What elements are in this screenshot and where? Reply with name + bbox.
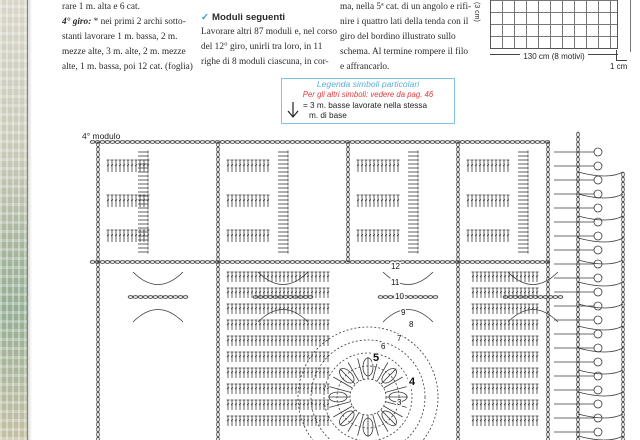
- schema-side-line: [630, 0, 637, 52]
- section-heading: [201, 10, 336, 25]
- legend-title: Legenda simboli particolari: [316, 79, 420, 89]
- row-number-large: 5: [373, 352, 380, 364]
- text-line: stanti lavorare 1 m. bassa, 2 m.: [62, 32, 178, 42]
- schema-border-marker: [616, 50, 627, 61]
- text-line: e affrancarlo.: [340, 62, 390, 72]
- section-title: Moduli seguenti: [212, 12, 286, 23]
- text-line: del 12° giro, unirli tra loro, in 11: [201, 42, 323, 52]
- schema-width-label: 130 cm (8 motivi): [490, 52, 618, 61]
- legend-entry-line: m. di base: [309, 111, 347, 120]
- text-column-middle: [201, 10, 336, 70]
- schema-grid: [490, 0, 618, 49]
- text-line: [62, 15, 194, 30]
- row-number: 10: [395, 292, 404, 301]
- row-number: 6: [381, 342, 386, 351]
- text-line: righe di 8 moduli ciascuna, in cor-: [201, 57, 329, 67]
- row-number: 7: [397, 334, 402, 343]
- row-number: 9: [401, 308, 406, 317]
- page-gutter-shadow: [27, 0, 32, 440]
- module-label: 4° modulo: [82, 131, 121, 141]
- text-column-right: [340, 0, 480, 75]
- text-fragment: * nei primi 2 archi sotto-: [91, 17, 186, 27]
- photo-strip-curtain-image: [0, 0, 28, 440]
- round-label: 4° giro:: [62, 17, 92, 27]
- text-line: nire i quattro lati della tenda con il: [340, 17, 469, 27]
- text-line: Lavorare altri 87 moduli e, nel corso: [201, 27, 338, 37]
- text-line: mezze alte, 3 m. alte, 2 m. mezze: [62, 47, 186, 57]
- crochet-diagram-drawing: [78, 112, 640, 440]
- schema-side-label: (3 cm): [473, 2, 480, 22]
- legend-entry-line: = 3 m. basse lavorate nella stessa: [303, 101, 428, 110]
- schema-cm-label: 1 cm: [610, 62, 628, 71]
- row-number: 8: [409, 320, 414, 329]
- text-column-left: [62, 0, 194, 75]
- row-number: 11: [391, 278, 400, 287]
- crochet-diagram: [78, 112, 640, 440]
- row-number-large: 4: [409, 376, 416, 388]
- check-icon: ✓: [201, 12, 210, 23]
- curtain-schema: [473, 0, 640, 80]
- text-line: rare 1 m. alta e 6 cat.: [62, 2, 140, 12]
- row-number: 12: [391, 262, 400, 271]
- text-line: schema. Al termine rompere il filo: [340, 47, 469, 57]
- text-line: alte, 1 m. bassa, poi 12 cat. (foglia): [62, 62, 193, 72]
- text-line: giro del bordino illustrato sullo: [340, 32, 456, 42]
- text-line: ma, nella 5ª cat. di un angolo e rifi-: [340, 2, 472, 12]
- legend-subtitle: Per gli altri simboli: vedere da pag. 46: [302, 90, 434, 99]
- row-number: 3: [397, 398, 402, 407]
